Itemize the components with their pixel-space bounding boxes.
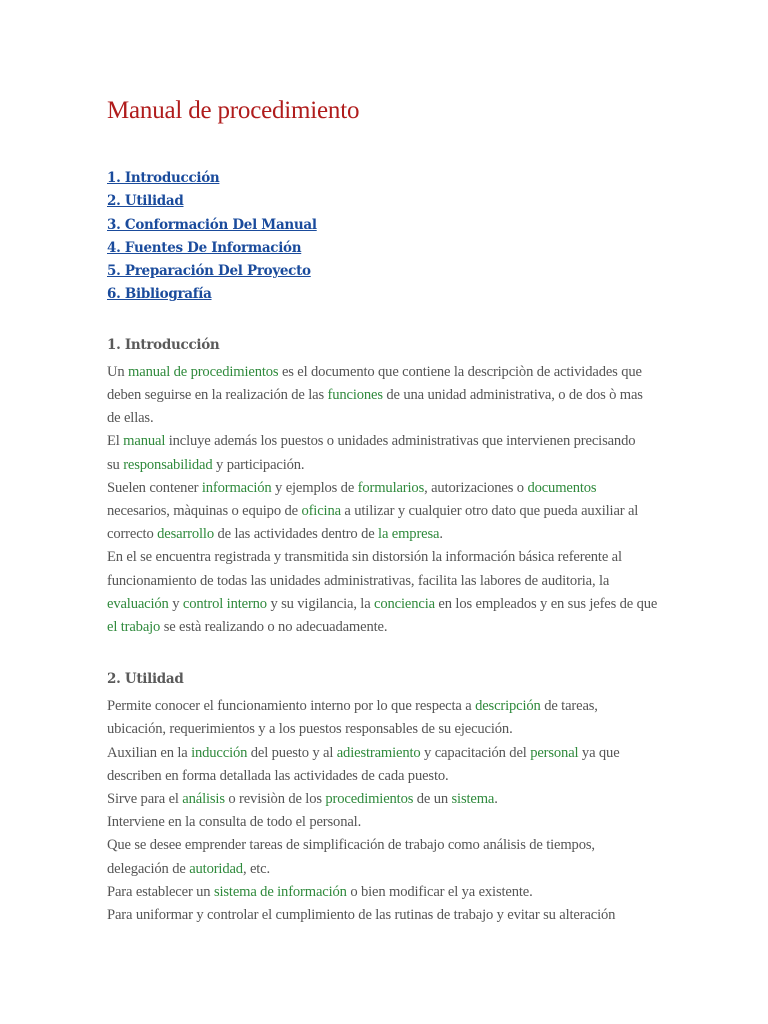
body-text: , autorizaciones o — [424, 479, 528, 496]
body-text: . — [439, 526, 443, 543]
document-page — [107, 94, 667, 927]
text-line — [107, 454, 667, 477]
keyword-link[interactable]: autoridad — [189, 860, 243, 877]
toc-link-utilidad[interactable]: 2. Utilidad — [107, 193, 184, 210]
body-text: Auxilian en la — [107, 744, 192, 761]
toc-item — [107, 165, 667, 188]
body-text: de un — [413, 791, 452, 808]
toc-item — [107, 235, 667, 258]
body-text: necesarios, màquinas o equipo de — [107, 503, 302, 519]
body-text: Interviene en la consulta de todo el personal. — [107, 814, 362, 831]
body-text: en los empleados y en sus jefes de que — [434, 595, 658, 612]
text-line — [107, 881, 667, 904]
page-title: Manual de procedimiento — [107, 97, 360, 124]
body-text: Sirve para el — [107, 791, 183, 808]
body-text: Para establecer un — [107, 883, 214, 900]
body-text: Suelen contener — [107, 479, 202, 496]
toc-item — [107, 212, 667, 235]
text-line — [107, 384, 667, 407]
body-text: y su vigilancia, la — [266, 595, 375, 612]
body-text: describen en forma detallada las actividades de cada puesto. — [107, 767, 449, 784]
body-text: se està realizando o no adecuadamente. — [160, 619, 388, 636]
body-text: o revisiòn de los — [224, 791, 326, 808]
body-text: o bien modificar el ya existente. — [346, 883, 533, 900]
body-text: . — [494, 791, 498, 808]
keyword-link[interactable]: control interno — [182, 595, 267, 612]
keyword-link[interactable]: la empresa — [378, 526, 440, 543]
keyword-link[interactable]: manual de procedimientos — [128, 363, 279, 380]
body-text: ya que — [578, 744, 620, 761]
text-line — [107, 616, 667, 639]
body-text: y participación. — [212, 456, 305, 473]
text-line — [107, 718, 667, 741]
keyword-link[interactable]: conciencia — [374, 595, 435, 612]
body-text: Permite conocer el funcionamiento interno por lo que respecta a — [107, 698, 476, 715]
text-line — [107, 742, 667, 765]
keyword-link[interactable]: inducción — [191, 744, 248, 761]
body-text: de una unidad administrativa, o de dos ò mas — [382, 386, 643, 403]
keyword-link[interactable]: adiestramiento — [336, 744, 421, 761]
body-text: , etc. — [242, 860, 271, 877]
body-text: deben seguirse en la realización de las — [107, 386, 328, 403]
body-text: de las actividades dentro de — [213, 526, 379, 543]
body-text: Que se desee emprender tareas de simplificación de trabajo como análisis de tiempos, — [107, 837, 595, 854]
section-introduccion — [107, 333, 667, 639]
body-text: y ejemplos de — [271, 479, 358, 496]
keyword-link[interactable]: documentos — [527, 479, 597, 496]
text-line — [107, 811, 667, 834]
text-line — [107, 834, 667, 857]
body-text: de ellas. — [107, 410, 154, 427]
text-line — [107, 858, 667, 881]
section-heading: 2. Utilidad — [107, 671, 184, 688]
toc-item — [107, 188, 667, 211]
body-text: y — [168, 595, 183, 612]
keyword-link[interactable]: funciones — [327, 386, 383, 403]
text-line — [107, 904, 667, 927]
body-text: El — [107, 433, 124, 450]
toc-item — [107, 258, 667, 281]
keyword-link[interactable]: el trabajo — [107, 619, 161, 636]
keyword-link[interactable]: información — [201, 479, 272, 496]
table-of-contents — [107, 165, 667, 305]
keyword-link[interactable]: procedimientos — [325, 791, 414, 808]
section-heading: 1. Introducción — [107, 336, 220, 353]
body-text: a utilizar y cualquier otro dato que pueda auxiliar al — [340, 503, 639, 519]
text-line — [107, 546, 667, 569]
text-line — [107, 477, 667, 500]
keyword-link[interactable]: desarrollo — [157, 526, 214, 543]
body-text: de tareas, — [540, 698, 598, 715]
body-text: es el documento que contiene la descripciòn de actividades que — [278, 363, 642, 380]
keyword-link[interactable]: análisis — [182, 791, 225, 808]
keyword-link[interactable]: descripción — [475, 698, 541, 715]
body-text: y capacitación del — [420, 744, 531, 761]
text-line — [107, 523, 667, 546]
section-body — [107, 361, 667, 639]
toc-link-fuentes[interactable]: 4. Fuentes De Información — [107, 239, 302, 256]
section-body — [107, 695, 667, 927]
text-line — [107, 361, 667, 384]
text-line — [107, 570, 667, 593]
keyword-link[interactable]: evaluación — [107, 595, 169, 612]
body-text: funcionamiento de todas las unidades administrativas, facilita las labores de auditoria, la — [107, 572, 610, 589]
text-line — [107, 500, 667, 523]
keyword-link[interactable]: sistema — [451, 791, 495, 808]
body-text: correcto — [107, 526, 158, 543]
body-text: del puesto y al — [247, 744, 337, 761]
keyword-link[interactable]: oficina — [301, 503, 341, 519]
text-line — [107, 765, 667, 788]
keyword-link[interactable]: responsabilidad — [123, 456, 213, 473]
body-text: incluye además los puestos o unidades administrativas que intervienen precisando — [165, 433, 636, 450]
text-line — [107, 593, 667, 616]
body-text: Un — [107, 363, 129, 380]
toc-link-conformacion[interactable]: 3. Conformación Del Manual — [107, 216, 317, 233]
toc-link-preparacion[interactable]: 5. Preparación Del Proyecto — [107, 263, 311, 280]
body-text: su — [107, 456, 124, 473]
toc-item — [107, 281, 667, 304]
text-line — [107, 407, 667, 430]
section-utilidad — [107, 667, 667, 927]
body-text: En el se encuentra registrada y transmitida sin distorsión la información básica referente al — [107, 549, 622, 566]
keyword-link[interactable]: formularios — [357, 479, 425, 496]
keyword-link[interactable]: manual — [123, 433, 166, 450]
body-text: Para uniformar y controlar el cumplimiento de las rutinas de trabajo y evitar su alteración — [107, 907, 616, 924]
toc-link-introduccion[interactable]: 1. Introducción — [107, 170, 220, 186]
keyword-link[interactable]: personal — [530, 744, 579, 761]
text-line — [107, 788, 667, 811]
text-line — [107, 695, 667, 718]
toc-link-bibliografia[interactable]: 6. Bibliografía — [107, 286, 212, 303]
text-line — [107, 430, 667, 453]
body-text: delegación de — [107, 860, 190, 877]
keyword-link[interactable]: sistema de información — [213, 883, 347, 900]
body-text: ubicación, requerimientos y a los puestos responsables de su ejecución. — [107, 721, 513, 738]
